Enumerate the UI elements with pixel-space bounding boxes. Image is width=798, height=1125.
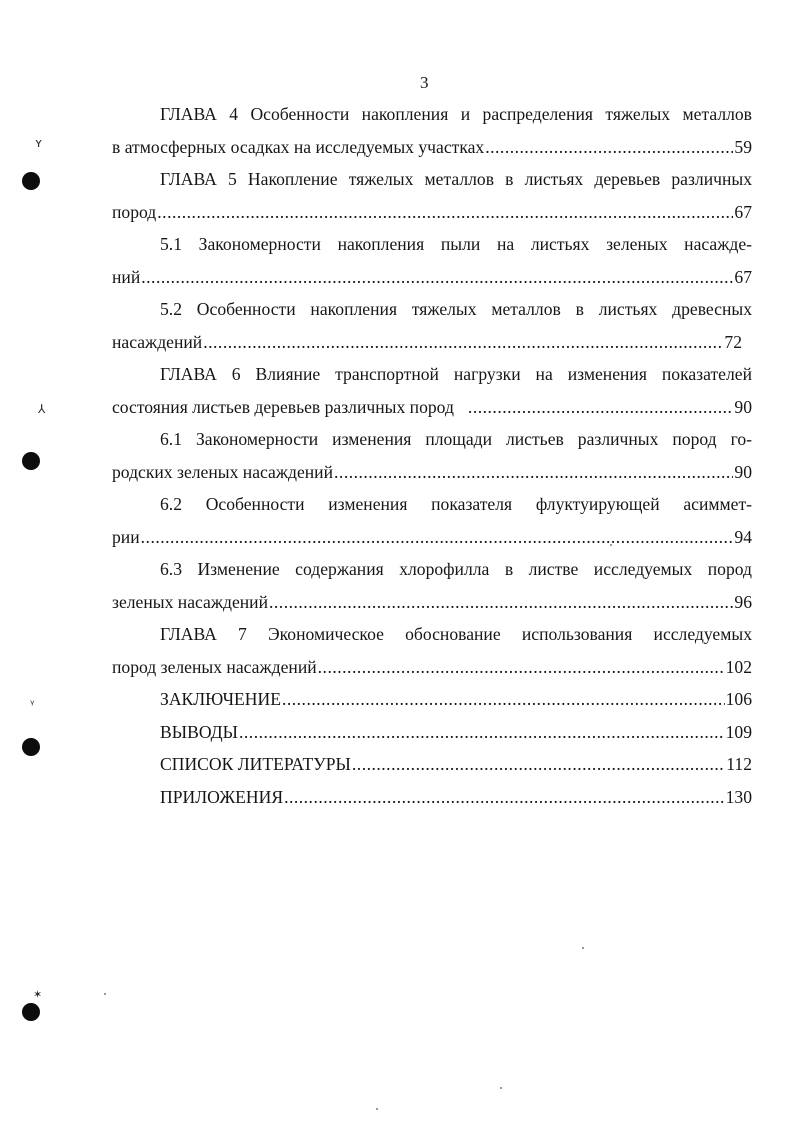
toc-leader-dots [334, 462, 733, 483]
margin-mark: ⅄ [38, 402, 46, 416]
toc-entry-title-cont: рии [112, 526, 140, 547]
toc-entry-title-cont: в атмосферных осадках на исследуемых участках [112, 136, 485, 157]
toc-entry-title: 6.1 Закономерности изменения площади листьев различных пород го- [160, 429, 752, 449]
toc-entry-continuation [112, 397, 752, 430]
toc-page-number: 59 [734, 136, 752, 157]
toc-entry-title: 6.2 Особенности изменения показателя флуктуирующей асиммет- [160, 494, 752, 514]
toc-entry-title: 5.1 Закономерности накопления пыли на листьях зеленых насажде- [160, 234, 752, 254]
scan-speck [104, 993, 106, 995]
toc-entry [112, 559, 752, 624]
toc-entry-title: ГЛАВА 6 Влияние транспортной нагрузки на изменения показателей [160, 364, 752, 384]
toc-page-number: 72 [724, 331, 742, 352]
toc-page-number: 106 [725, 689, 752, 709]
toc-entry-continuation [112, 592, 752, 625]
toc-entry-title: 5.2 Особенности накопления тяжелых металлов в листьях древесных [160, 299, 752, 319]
toc-entry [112, 169, 752, 234]
scan-speck [582, 947, 584, 949]
toc-entry [112, 754, 752, 787]
toc-page-number: 109 [725, 721, 752, 742]
toc-entry [112, 234, 752, 299]
toc-entry-continuation [112, 527, 752, 560]
toc-entry [112, 787, 752, 820]
toc-entry-continuation [112, 137, 752, 170]
toc-page-number: 67 [734, 201, 752, 222]
toc-page-number: 130 [725, 786, 752, 807]
page-number: 3 [420, 73, 429, 92]
toc-entry [112, 494, 752, 559]
toc-leader-dots [485, 137, 733, 158]
toc-leader-dots [239, 722, 725, 743]
toc-entry-title: СПИСОК ЛИТЕРАТУРЫ [160, 754, 351, 774]
toc-leader-dots [284, 787, 725, 808]
toc-leader-dots [269, 592, 733, 613]
toc-entry-title-cont: пород [112, 201, 157, 222]
toc-entry-title: ВЫВОДЫ [160, 721, 238, 742]
toc-page-number: 90 [734, 461, 752, 482]
scan-speck [376, 1108, 378, 1110]
toc-entry-title-cont: родских зеленых насаждений [112, 461, 334, 482]
margin-mark: ʏ [35, 136, 43, 150]
scan-speck [500, 1087, 502, 1089]
toc-entry-title-cont: насаждений [112, 331, 203, 352]
toc-entry-title-cont: состояния листьев деревьев различных пород [112, 396, 454, 417]
binder-hole [22, 1003, 40, 1021]
toc-entry [112, 624, 752, 689]
table-of-contents [112, 104, 752, 819]
toc-page-number: 94 [734, 526, 752, 547]
toc-page-number: 112 [726, 754, 752, 774]
binder-hole [22, 738, 40, 756]
toc-page-number: 96 [734, 591, 752, 612]
toc-entry-title-cont: пород зеленых насаждений [112, 656, 317, 677]
toc-leader-dots [352, 754, 725, 775]
toc-entry-title: ЗАКЛЮЧЕНИЕ [160, 689, 281, 709]
toc-entry-title: ПРИЛОЖЕНИЯ [160, 786, 284, 807]
margin-mark: ✶ [33, 988, 43, 1001]
toc-page-number: 67 [734, 266, 752, 287]
toc-page-number: 102 [725, 656, 752, 677]
toc-leader-dots [468, 397, 733, 418]
toc-leader-dots [141, 267, 733, 288]
toc-entry [112, 429, 752, 494]
toc-leader-dots [157, 202, 733, 223]
toc-entry-title: 6.3 Изменение содержания хлорофилла в листве исследуемых пород [160, 559, 752, 579]
toc-entry [112, 364, 752, 429]
toc-entry [112, 689, 752, 722]
toc-leader-dots [203, 332, 723, 353]
toc-leader-dots [318, 657, 725, 678]
toc-entry-continuation [112, 657, 752, 690]
toc-entry [112, 104, 752, 169]
toc-entry-title-cont: зеленых насаждений [112, 591, 268, 612]
toc-entry-continuation [112, 332, 752, 365]
toc-page-number: 90 [734, 396, 752, 417]
margin-mark: ᵞ [30, 697, 35, 711]
toc-entry-title: ГЛАВА 4 Особенности накопления и распределения тяжелых металлов [160, 104, 752, 124]
toc-entry-title: ГЛАВА 7 Экономическое обоснование использования исследуемых [160, 624, 752, 644]
toc-entry-continuation [112, 267, 752, 300]
toc-entry-title-cont: ний [112, 266, 141, 287]
binder-hole [22, 452, 40, 470]
toc-entry-title: ГЛАВА 5 Накопление тяжелых металлов в листьях деревьев различных [160, 169, 752, 189]
toc-entry-continuation [112, 462, 752, 495]
toc-entry-continuation [112, 202, 752, 235]
toc-entry [112, 722, 752, 755]
toc-leader-dots [141, 527, 734, 548]
toc-entry [112, 299, 752, 364]
binder-hole [22, 172, 40, 190]
toc-leader-dots [282, 689, 725, 710]
